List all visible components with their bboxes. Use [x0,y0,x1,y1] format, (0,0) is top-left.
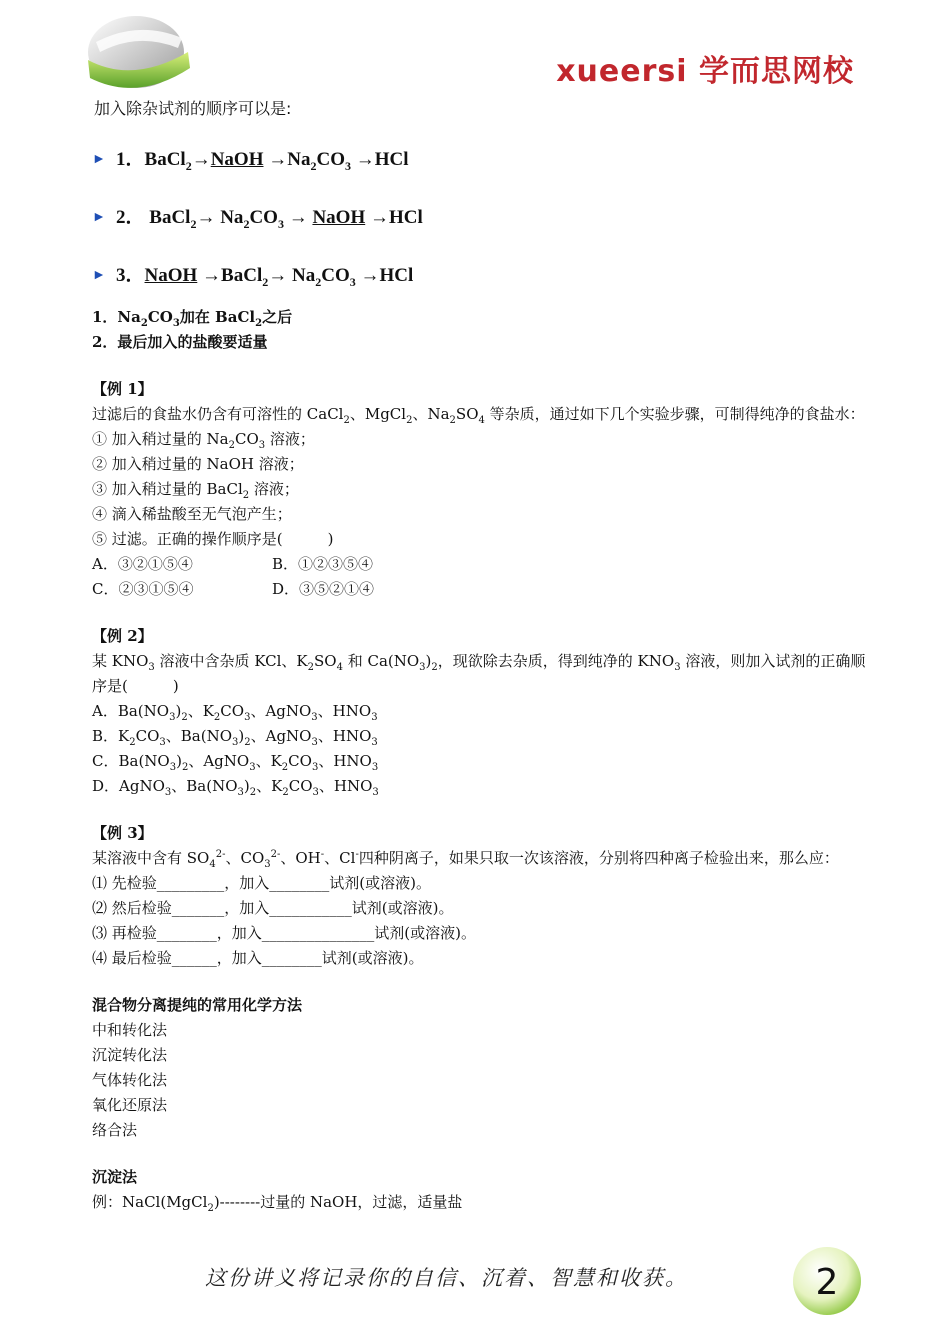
example-2-title: 【例 2】 [92,627,153,645]
example-1-step: ② 加入稍过量的 NaOH 溶液； [92,455,304,473]
example-1-step: ① 加入稍过量的 $Na_2CO_3$ 溶液； [92,430,315,451]
method-item: 氧化还原法 [92,1096,168,1114]
order-item-1 [92,131,872,189]
example-1-options-row [92,552,872,577]
page-number-badge [790,1244,864,1318]
order-item-2 [92,189,872,247]
option-a: A．③②①⑤④ [92,555,193,573]
example-1-title: 【例 1】 [92,380,153,398]
order-item-3 [92,247,872,305]
option-b: B．①②③⑤④ [272,555,374,573]
footer-slogan: 这份讲义将记录你的自信、沉着、智慧和收获。 [205,1266,688,1290]
method-item: 沉淀转化法 [92,1046,168,1064]
brand-latin: xueersi [556,54,688,89]
brand-chinese: 学而思网校 [699,54,854,89]
precipitation-title: 沉淀法 [92,1168,138,1186]
example-3-stem: 某溶液中含有 $SO_4^{2-}$、$CO_3^{2-}$、OH-、Cl-四种阴离子，如果只取一次该溶液，分别将四种离子检验出来，那么应： [92,849,839,870]
brand-logo [556,46,854,90]
order-number: 3． [116,265,145,286]
method-item: 络合法 [92,1121,138,1139]
methods-title: 混合物分离提纯的常用化学方法 [92,996,303,1014]
example-3-title: 【例 3】 [92,824,153,842]
method-item: 中和转化法 [92,1021,168,1039]
option-c: C．②③①⑤④ [92,580,194,598]
order-formula: BaCl$_2$→ $Na_2CO_3$ → NaOH →HCl [144,207,423,231]
option-d: D．AgNO$_3$、$Ba(NO_3)_2$、$K_2CO_3$、$HNO_3$ [92,777,379,798]
main-content [92,96,872,1215]
example-3-line: ⑶ 再检验________，加入_______________试剂(或溶液)。 [92,924,476,942]
example-1-options-row [92,577,872,602]
triangle-bullet-icon: ► [92,210,106,225]
option-b: B．$K_2CO_3$、$Ba(NO_3)_2$、AgNO$_3$、$HNO_3$ [92,727,378,748]
example-1-step: ④ 滴入稀盐酸至无气泡产生； [92,505,292,523]
triangle-bullet-icon: ► [92,268,106,283]
example-3-line: ⑴ 先检验_________，加入________试剂(或溶液)。 [92,874,431,892]
option-d: D．③⑤②①④ [272,580,375,598]
example-3-line: ⑷ 最后检验______，加入________试剂(或溶液)。 [92,949,424,967]
precipitation-example: 例：NaCl(MgCl$_2$)--------过量的 NaOH，过滤，适量盐 [92,1193,463,1214]
example-2-stem: 某 $KNO_3$ 溶液中含杂质 KCl、$K_2SO_4$ 和 $Ca(NO_3)_2$，现欲除去杂质，得到纯净的 $KNO_3$ 溶液，则加入试剂的正确顺序是( ) [92,652,866,695]
order-formula: NaOH →BaCl$_2$→ $Na_2CO_3 \to HCl$ [144,265,414,289]
option-a: A．$Ba(NO_3)_2$、$K_2CO_3$、AgNO$_3$、$HNO_3$ [92,702,378,723]
example-1-step: ③ 加入稍过量的 BaCl$_2$ 溶液； [92,480,299,501]
page-number: 2 [815,1262,839,1303]
method-item: 气体转化法 [92,1071,168,1089]
example-3-line: ⑵ 然后检验_______，加入___________试剂(或溶液)。 [92,899,454,917]
school-logo-icon [78,12,198,102]
order-number: 1． [116,149,145,170]
order-formula: BaCl$_2$→NaOH $\to Na_2CO_3 \to HCl$ [144,149,409,173]
example-1-stem: 过滤后的食盐水仍含有可溶性的 CaCl$_2$、MgCl$_2$、$Na_2SO_4$ 等杂质，通过如下几个实验步骤，可制得纯净的食盐水： [92,405,865,426]
note-2: 2．最后加入的盐酸要适量 [92,333,268,351]
example-1-step: ⑤ 过滤。正确的操作顺序是( ) [92,530,334,548]
triangle-bullet-icon: ► [92,152,106,167]
intro-text: 加入除杂试剂的顺序可以是: [94,99,292,118]
option-c: C．$Ba(NO_3)_2$、AgNO$_3$、$K_2CO_3$、$HNO_3$ [92,752,379,773]
note-1: 1．$Na_2CO_3$加在 BaCl$_2$之后 [92,308,293,329]
order-number: 2． [116,207,145,228]
